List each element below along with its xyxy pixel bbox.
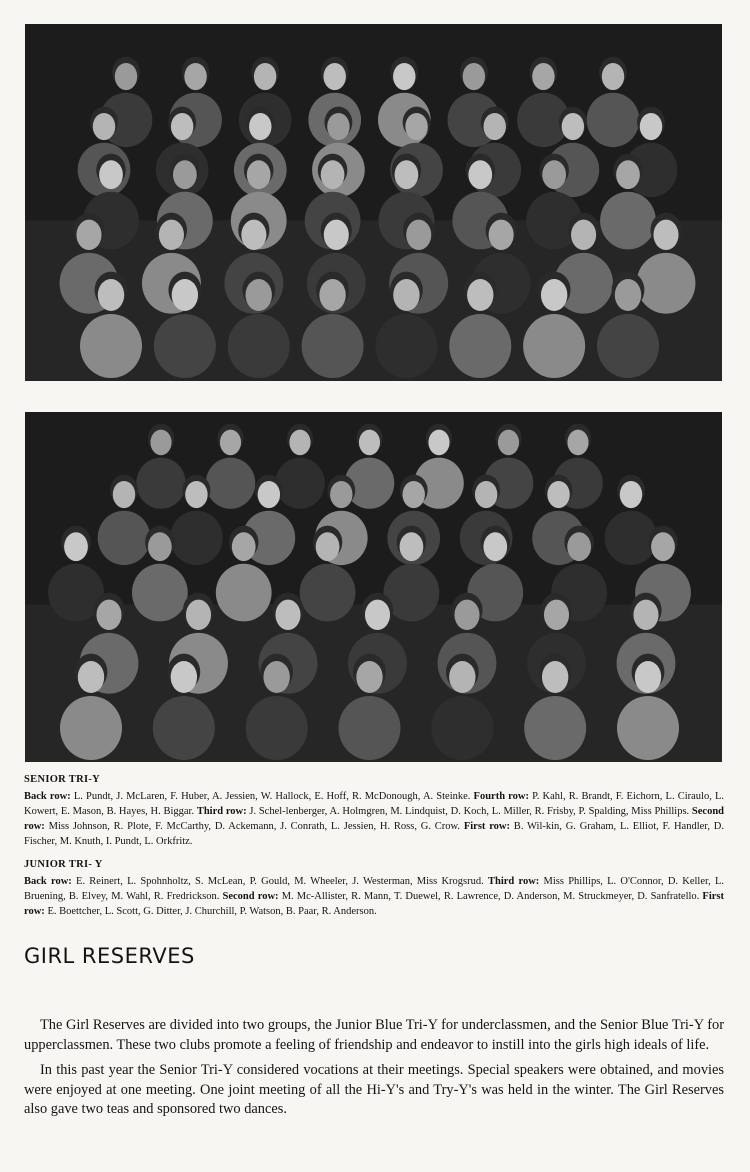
row-label: Third row: <box>488 876 540 887</box>
row-names: M. Mc-Allister, R. Mann, T. Duewel, R. Lawrence, D. Anderson, M. Struckmeyer, D. Sanfratello. <box>278 891 703 902</box>
junior-caption-heading: JUNIOR TRI- Y <box>24 859 103 870</box>
row-names: J. Schel-lenberger, A. Holmgren, M. Lindquist, D. Koch, L. Miller, R. Frisby, P. Spalding, Miss Phillips. <box>246 806 692 817</box>
senior-caption-names <box>24 789 724 849</box>
row-label: Back row: <box>24 791 71 802</box>
row-names: Miss Johnson, R. Plote, F. McCarthy, D. Ackemann, J. Conrath, L. Jessien, H. Ross, G. Crow. <box>44 821 464 832</box>
senior-photo-canvas <box>25 24 722 381</box>
row-label: Third row: <box>196 806 247 817</box>
row-label: Second row: <box>24 806 724 832</box>
junior-photo-canvas <box>25 412 722 762</box>
senior-tri-y-photo <box>25 24 722 381</box>
body-paragraph: In this past year the Senior Tri-Y considered vocations at their meetings. Special speakers were obtained, and movies were enjoyed at one meeting. One joint meeting of all the Hi-Y's and Try-Y's was held in the winter. The Girl Reserves also gave two teas and sponsored two dances. <box>24 1062 724 1117</box>
row-names: E. Reinert, L. Spohnholtz, S. McLean, P. Gould, M. Wheeler, J. Westerman, Miss Krogsrud. <box>71 876 488 887</box>
row-names: Miss Phillips, L. O'Connor, D. Keller, L. Bruening, B. Elvey, M. Wahl, R. Fredrickson. <box>24 876 724 902</box>
row-names: B. Wil-kin, G. Graham, L. Elliot, F. Handler, D. Fischer, M. Knuth, I. Pundt, L. Orkfritz. <box>24 821 724 847</box>
row-names: P. Kahl, R. Brandt, F. Eichorn, L. Ciraulo, L. Kowert, E. Mason, B. Hayes, H. Biggar. <box>24 791 724 817</box>
row-label: First row: <box>24 891 724 917</box>
section-title: GIRL RESERVES <box>24 944 195 968</box>
row-label: Back row: <box>24 876 72 887</box>
photo-captions <box>24 774 724 929</box>
row-names: L. Pundt, J. McLaren, F. Huber, A. Jessien, W. Hallock, E. Hoff, R. McDonough, A. Steinke. <box>70 791 474 802</box>
row-label: Fourth row: <box>473 791 529 802</box>
article-body <box>24 1016 724 1126</box>
row-label: First row: <box>463 821 511 832</box>
junior-caption-names <box>24 874 724 919</box>
row-names: E. Boettcher, L. Scott, G. Ditter, J. Churchill, P. Watson, B. Paar, R. Anderson. <box>44 906 377 917</box>
row-label: Second row: <box>222 891 279 902</box>
senior-caption-heading: SENIOR TRI-Y <box>24 774 101 785</box>
junior-tri-y-photo <box>25 412 722 762</box>
body-paragraph: The Girl Reserves are divided into two groups, the Junior Blue Tri-Y for underclassmen, and the Senior Blue Tri-Y for upperclassmen. These two clubs promote a feeling of friendship and endeavor to instill into the girls high ideals of life. <box>24 1017 724 1053</box>
